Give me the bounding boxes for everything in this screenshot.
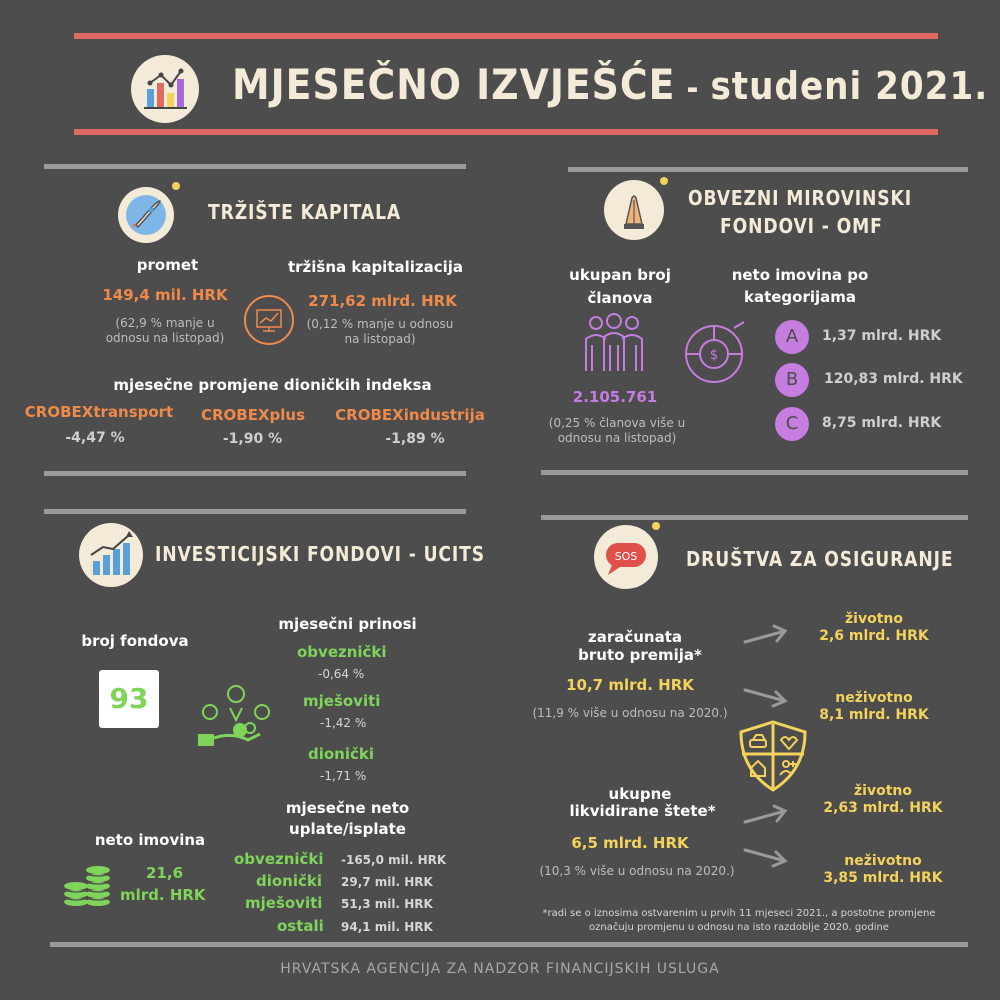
section-divider (541, 470, 968, 475)
index-change: -1,90 % (222, 431, 283, 447)
members-note: (0,25 % članova više u odnosu na listopad) (548, 416, 686, 445)
page-title-separator: - (675, 69, 711, 107)
svg-text:$: $ (709, 348, 719, 363)
page-title-period: studeni 2021. (710, 64, 989, 108)
index-name: CROBEXtransport (24, 403, 174, 421)
flow-value: 29,7 mil. HRK (341, 875, 433, 889)
trziste-title: TRŽIŠTE KAPITALA (208, 200, 402, 224)
report-chart-icon (131, 55, 199, 123)
index-name: CROBEXindustrija (335, 406, 485, 424)
decor-dot (172, 182, 180, 190)
premium-label-line1: zaračunata (587, 628, 683, 646)
claims-nonlife-label: neživotno (844, 853, 922, 869)
claims-life-value: 2,63 mlrd. HRK (823, 800, 943, 816)
insurance-footnote: *radi se o iznosima ostvarenim u prvih 11 mjeseci 2021., a postotne promjene označuju promjenu u odnosu na isto razdoblje 2020. godine (542, 908, 936, 933)
investment-people-icon (196, 684, 276, 750)
premium-life (818, 611, 930, 645)
claims-note: (10,3 % više u odnosu na 2020.) (539, 864, 735, 878)
flows-label: mjesečne neto uplate/isplate (285, 799, 410, 838)
section-divider (541, 515, 968, 520)
members-label: ukupan broj članova (569, 266, 671, 307)
index-change: -4,47 % (65, 430, 125, 446)
return-value: -1,42 % (320, 716, 367, 730)
returns-label: mjesečni prinosi (278, 615, 417, 633)
header-bottom-bar (74, 129, 938, 135)
people-group-icon (576, 313, 652, 373)
omf-title-line1: OBVEZNI MIROVINSKI (688, 186, 912, 210)
net-assets-value-line2: mlrd. HRK (120, 886, 206, 904)
net-assets-value-line1: 21,6 (146, 864, 184, 882)
flow-name: ostali (277, 917, 324, 935)
index-name: CROBEXplus (200, 406, 306, 424)
return-name: obveznički (297, 643, 387, 661)
net-assets-label: neto imovina (94, 831, 206, 849)
category-b-value: 120,83 mlrd. HRK (824, 371, 963, 387)
page-title (232, 60, 988, 109)
arrow-right-icon (745, 850, 785, 866)
footer-agency: HRVATSKA AGENCIJA ZA NADZOR FINANCIJSKIH USLUGA (280, 961, 720, 977)
claims-label-line1: ukupne (608, 785, 672, 803)
bar-growth-icon (79, 523, 143, 587)
flow-name: mješoviti (245, 894, 323, 912)
osiguranje-title: DRUŠTVA ZA OSIGURANJE (686, 547, 954, 571)
fund-count-label: broj fondova (81, 632, 189, 650)
return-name: mješoviti (303, 692, 381, 710)
ucits-title: INVESTICIJSKI FONDOVI - UCITS (155, 542, 485, 566)
premium-nonlife-label: neživotno (835, 690, 913, 706)
premium-nonlife-value: 8,1 mlrd. HRK (819, 707, 929, 723)
index-change: -1,89 % (385, 431, 445, 447)
rocket-icon (118, 187, 174, 243)
category-a-badge: A (775, 320, 809, 354)
hands-icon (604, 180, 664, 240)
premium-life-label: životno (845, 611, 903, 627)
section-divider (568, 167, 968, 172)
kapitalizacija-value: 271,62 mlrd. HRK (308, 292, 457, 310)
section-divider (44, 164, 466, 169)
flow-name: obveznički (234, 850, 324, 868)
return-value: -1,71 % (320, 769, 367, 783)
members-value: 2.105.761 (572, 388, 658, 406)
flow-name: dionički (256, 872, 323, 890)
promet-note: (62,9 % manje u odnosu na listopad) (105, 316, 225, 345)
indices-label: mjesečne promjene dioničkih indeksa (113, 376, 432, 394)
return-value: -0,64 % (318, 667, 365, 681)
claims-value: 6,5 mlrd. HRK (571, 834, 689, 852)
arrow-right-icon (745, 806, 785, 822)
sos-text: SOS (614, 550, 638, 563)
claims-label-line2: likvidirane štete* (569, 802, 716, 820)
section-divider (44, 471, 466, 476)
premium-value: 10,7 mlrd. HRK (566, 676, 694, 694)
donut-chart-icon (682, 318, 750, 386)
return-name: dionički (308, 745, 375, 763)
flow-value: 94,1 mil. HRK (341, 920, 433, 934)
category-c-badge: C (775, 407, 809, 441)
category-c-value: 8,75 mlrd. HRK (822, 415, 942, 431)
claims-nonlife-value: 3,85 mlrd. HRK (823, 870, 943, 886)
arrow-right-icon (745, 690, 785, 706)
decor-dot (652, 522, 660, 530)
section-divider (44, 509, 466, 514)
kapitalizacija-label: tržišna kapitalizacija (287, 258, 464, 276)
premium-label-line2: bruto premija* (578, 646, 702, 664)
premium-life-value: 2,6 mlrd. HRK (819, 628, 929, 644)
assets-label: neto imovina po kategorijama (731, 266, 869, 306)
category-a-value: 1,37 mlrd. HRK (822, 328, 942, 344)
flow-value: -165,0 mil. HRK (341, 853, 447, 867)
claims-nonlife (818, 853, 948, 887)
claims-life (818, 783, 948, 817)
kapitalizacija-note: (0,12 % manje u odnosu na listopad) (306, 317, 454, 346)
premium-note: (11,9 % više u odnosu na 2020.) (532, 706, 728, 720)
claims-life-label: životno (854, 783, 912, 799)
decor-dot (660, 177, 668, 185)
fund-count-value: 93 (99, 670, 159, 728)
coin-stacks-icon (60, 862, 116, 908)
flow-value: 51,3 mil. HRK (341, 897, 433, 911)
page-title-main: MJESEČNO IZVJEŠĆE (232, 60, 676, 109)
category-b-badge: B (775, 363, 809, 397)
footer-divider (50, 942, 968, 947)
header-top-bar (74, 33, 938, 39)
arrow-right-icon (745, 626, 785, 642)
promet-label: promet (136, 256, 199, 274)
promet-value: 149,4 mil. HRK (102, 286, 228, 304)
arrow-icons (740, 620, 800, 890)
omf-title-line2: FONDOVI - OMF (720, 214, 883, 238)
sos-bubble-icon (594, 525, 658, 589)
premium-nonlife (818, 690, 930, 724)
chart-trend-icon (244, 295, 294, 345)
